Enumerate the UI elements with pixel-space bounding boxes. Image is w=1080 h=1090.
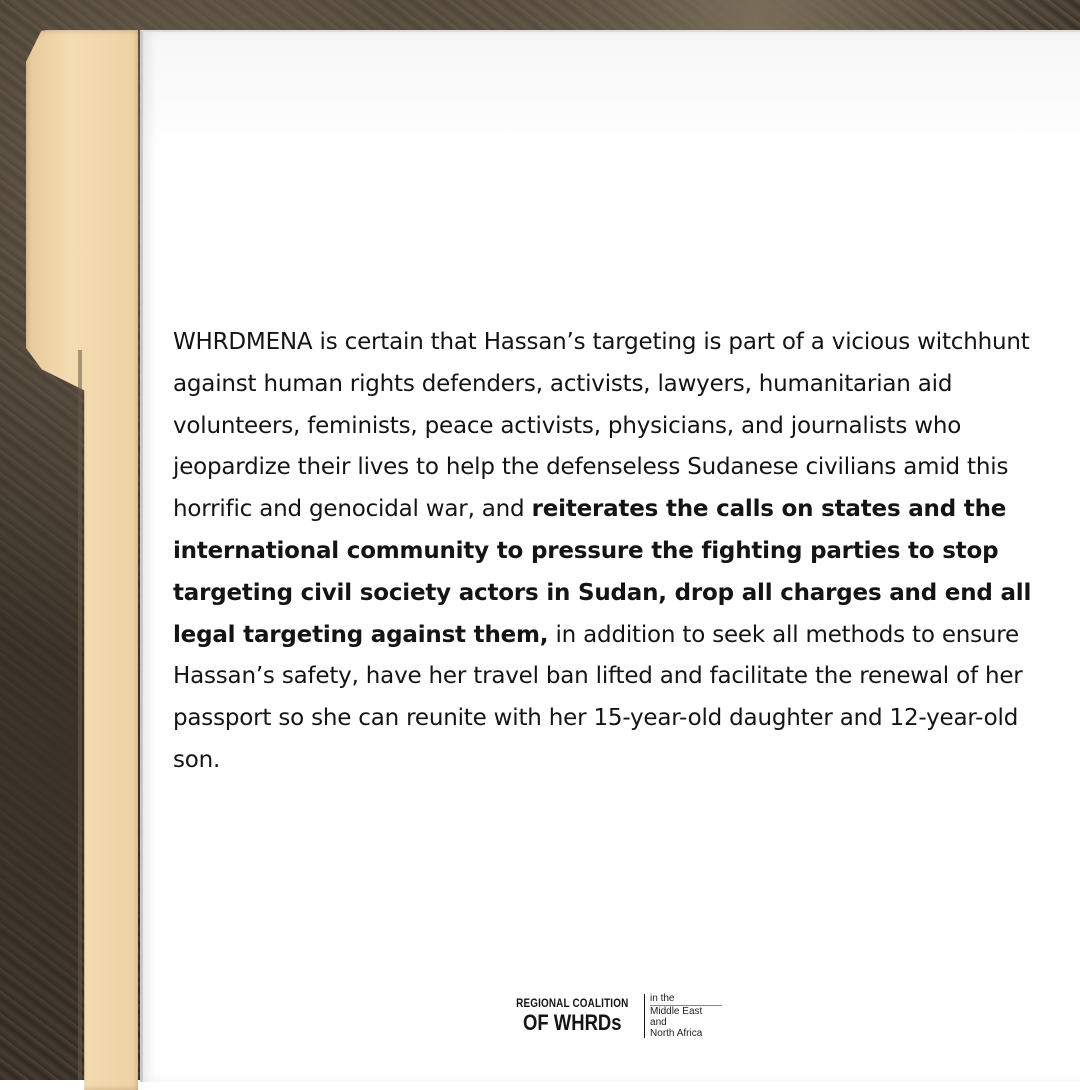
statement-intro: WHRDMENA is certain that Hassan’s targeting is part of a vicious witchhunt against human rights defenders, activists, lawyers, humanitarian aid volunteers, feminists, peace activists, physicians, and journalists who jeopardize their lives to help the defenseless Sudanese civilians amid this horrific and genocidal war, and [173, 329, 1030, 523]
logo-region-line: Middle East [650, 1006, 703, 1017]
logo-region-line: in the [650, 993, 675, 1004]
logo-region-line: North Africa [650, 1028, 703, 1039]
logo-wordmark [507, 992, 644, 1040]
logo-region [645, 992, 722, 1040]
logo-line-regional-coalition: REGIONAL COALITION [516, 998, 629, 1010]
logo-region-line: and [650, 1017, 667, 1028]
statement-paragraph [173, 322, 1033, 782]
coalition-logo [507, 992, 722, 1040]
statement-demands: reiterates the calls on states and the international community to pressure the fighting parties to stop targeting civil society actors in Sudan, drop all charges and end all legal targeting against them, [173, 496, 1032, 648]
logo-line-of-whrds: OF WHRDs [522, 1010, 622, 1035]
folder-tab-edge [78, 350, 82, 1080]
statement-closing: in addition to seek all methods to ensure Hassan’s safety, have her travel ban lifted and facilitate the renewal of her passport so she can reunite with her 15-year-old daughter and 12-year-old son. [173, 621, 1023, 773]
